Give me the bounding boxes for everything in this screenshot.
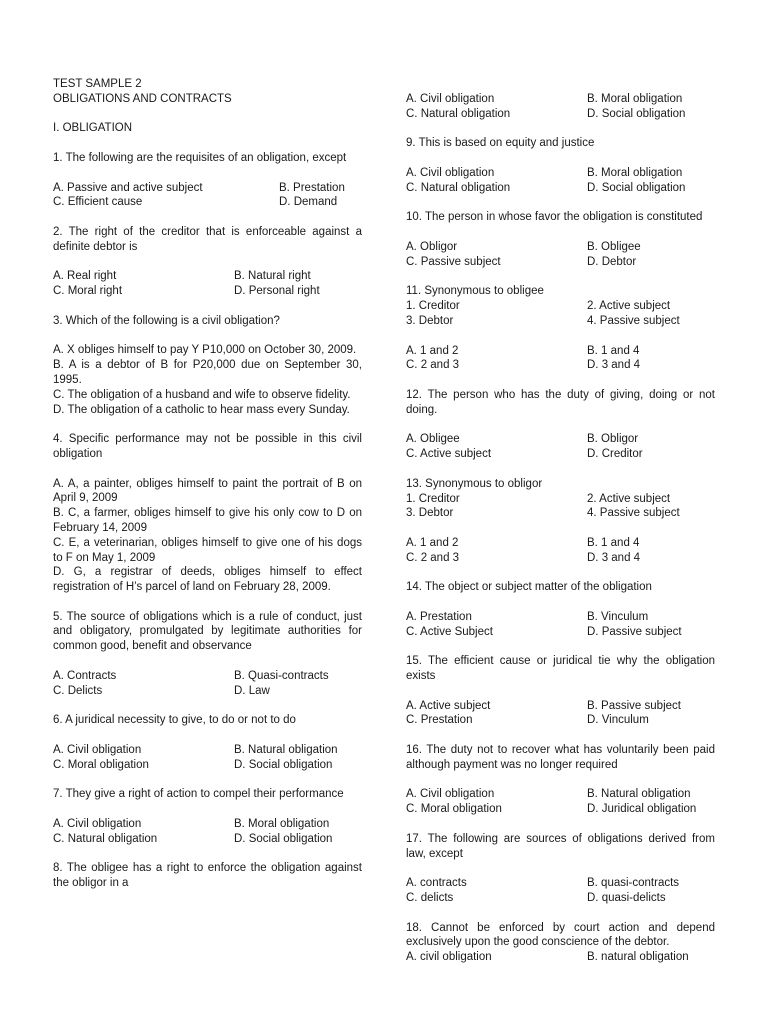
choice-row bbox=[406, 551, 715, 566]
choice-row bbox=[53, 684, 362, 699]
choice-right: 2. Active subject bbox=[587, 492, 671, 505]
choice-right: B. Moral obligation bbox=[587, 166, 683, 179]
text-line: A. X obliges himself to pay Y P10,000 on October 30, 2009. bbox=[53, 344, 357, 357]
choice-row bbox=[53, 195, 362, 210]
text-line: 9. This is based on equity and justice bbox=[406, 137, 595, 150]
choice-row bbox=[406, 166, 715, 181]
spacer bbox=[406, 151, 715, 166]
choice-left: A. Civil obligation bbox=[406, 166, 495, 179]
choice-left: C. delicts bbox=[406, 892, 454, 905]
choice-row bbox=[406, 255, 715, 270]
choice-left: A. Civil obligation bbox=[406, 93, 495, 105]
spacer bbox=[406, 418, 715, 433]
text-line: 4. Specific performance may not be possible in this civil obligation bbox=[53, 433, 362, 460]
choice-left: C. Prestation bbox=[406, 714, 473, 727]
choice-row bbox=[406, 506, 715, 521]
choice-right: D. 3 and 4 bbox=[587, 359, 641, 372]
choice-right: D. Creditor bbox=[587, 448, 643, 461]
spacer bbox=[53, 329, 362, 344]
spacer bbox=[406, 639, 715, 654]
text-line: 13. Synonymous to obligor bbox=[406, 477, 543, 490]
spacer bbox=[406, 329, 715, 344]
choice-left: C. Natural obligation bbox=[53, 832, 158, 845]
choice-row bbox=[406, 107, 715, 122]
choice-row bbox=[53, 832, 362, 847]
text-line: TEST SAMPLE 2 bbox=[53, 78, 142, 90]
spacer bbox=[406, 122, 715, 137]
choice-left: A. 1 and 2 bbox=[406, 344, 459, 357]
spacer bbox=[53, 255, 362, 270]
choice-right: B. Moral obligation bbox=[234, 817, 330, 830]
choice-left: A. Prestation bbox=[406, 610, 472, 623]
choice-right: B. Natural obligation bbox=[234, 743, 338, 756]
choice-left: C. Moral obligation bbox=[406, 803, 502, 816]
choice-row bbox=[406, 432, 715, 447]
text-line: 14. The object or subject matter of the obligation bbox=[406, 581, 652, 594]
choice-right: B. Obligee bbox=[587, 240, 641, 253]
left-column bbox=[53, 77, 362, 891]
choice-row bbox=[406, 358, 715, 373]
choice-left: A. Active subject bbox=[406, 699, 491, 712]
choice-left: C. Passive subject bbox=[406, 255, 501, 268]
choice-row bbox=[53, 669, 362, 684]
choice-left: 1. Creditor bbox=[406, 300, 460, 313]
choice-right: B. 1 and 4 bbox=[587, 344, 640, 357]
choice-right: 4. Passive subject bbox=[587, 507, 680, 520]
choice-left: A. Civil obligation bbox=[53, 817, 142, 830]
choice-right: D. Social obligation bbox=[234, 832, 333, 845]
spacer bbox=[53, 802, 362, 817]
text-line: 10. The person in whose favor the obligation is constituted bbox=[406, 211, 703, 224]
text-line: B. A is a debtor of B for P20,000 due on September 30, 1995. bbox=[53, 359, 362, 386]
choice-row bbox=[406, 492, 715, 507]
spacer bbox=[53, 136, 362, 151]
spacer bbox=[406, 225, 715, 240]
choice-left: C. Delicts bbox=[53, 684, 103, 697]
choice-right: D. Demand bbox=[279, 196, 338, 209]
text-line: A. A, a painter, obliges himself to paint the portrait of B on April 9, 2009 bbox=[53, 477, 362, 505]
spacer bbox=[53, 462, 362, 477]
choice-row bbox=[406, 314, 715, 329]
spacer bbox=[53, 417, 362, 432]
choice-row bbox=[406, 610, 715, 625]
choice-right: B. Vinculum bbox=[587, 610, 649, 623]
spacer bbox=[53, 698, 362, 713]
choice-right: B. Obligor bbox=[587, 433, 639, 446]
choice-left: A. Real right bbox=[53, 270, 117, 283]
spacer bbox=[53, 654, 362, 669]
choice-left: 3. Debtor bbox=[406, 507, 454, 520]
text-line: 15. The efficient cause or juridical tie why the obligation exists bbox=[406, 655, 715, 683]
text-line: 17. The following are sources of obligations derived from law, except bbox=[406, 832, 715, 860]
choice-left: C. Active Subject bbox=[406, 625, 493, 638]
choice-row bbox=[406, 344, 715, 359]
choice-left: A. 1 and 2 bbox=[406, 536, 459, 549]
choice-row bbox=[406, 891, 715, 906]
text-line: 6. A juridical necessity to give, to do or not to do bbox=[53, 714, 296, 727]
choice-left: A. Obligor bbox=[406, 240, 458, 253]
choice-row bbox=[53, 743, 362, 758]
choice-row bbox=[406, 876, 715, 891]
spacer bbox=[406, 595, 715, 610]
choice-right: D. Vinculum bbox=[587, 714, 649, 727]
choice-left: C. Natural obligation bbox=[406, 107, 511, 120]
spacer bbox=[406, 684, 715, 699]
spacer bbox=[53, 210, 362, 225]
choice-right: B. Passive subject bbox=[587, 699, 681, 712]
text-line: B. C, a farmer, obliges himself to give his only cow to D on February 14, 2009 bbox=[53, 507, 362, 534]
spacer bbox=[406, 861, 715, 876]
choice-right: 4. Passive subject bbox=[587, 314, 680, 327]
text-line: 7. They give a right of action to compel their performance bbox=[53, 788, 344, 801]
choice-right: D. Social obligation bbox=[587, 181, 686, 194]
choice-row bbox=[406, 950, 715, 965]
spacer bbox=[406, 728, 715, 743]
choice-left: A. Contracts bbox=[53, 669, 117, 682]
choice-row bbox=[406, 625, 715, 640]
text-line: 16. The duty not to recover what has voluntarily been paid although payment was no longer required bbox=[406, 744, 715, 771]
text-line: 2. The right of the creditor that is enforceable against a definite debtor is bbox=[53, 225, 362, 253]
choice-right: B. Prestation bbox=[279, 181, 345, 194]
choice-row bbox=[53, 269, 362, 284]
right-column bbox=[406, 92, 715, 965]
choice-right: D. Law bbox=[234, 684, 270, 697]
spacer bbox=[53, 166, 362, 181]
choice-right: D. Personal right bbox=[234, 285, 320, 298]
choice-row bbox=[53, 284, 362, 299]
choice-left: A. Passive and active subject bbox=[53, 181, 203, 194]
choice-right: B. Moral obligation bbox=[587, 93, 683, 105]
spacer bbox=[406, 196, 715, 211]
spacer bbox=[53, 595, 362, 610]
choice-left: 3. Debtor bbox=[406, 314, 454, 327]
spacer bbox=[406, 521, 715, 536]
text-line: OBLIGATIONS AND CONTRACTS bbox=[53, 92, 232, 105]
choice-row bbox=[53, 181, 362, 196]
spacer bbox=[53, 107, 362, 122]
choice-row bbox=[406, 802, 715, 817]
choice-left: A. Obligee bbox=[406, 433, 460, 446]
text-line: 12. The person who has the duty of giving, doing or not doing. bbox=[406, 388, 715, 416]
text-line: C. E, a veterinarian, obliges himself to give one of his dogs to F on May 1, 2009 bbox=[53, 536, 362, 564]
choice-row bbox=[406, 447, 715, 462]
choice-row bbox=[406, 699, 715, 714]
text-line: 5. The source of obligations which is a rule of conduct, just and obligatory, promulgated by legitimate authorities for common good, benefit and observance bbox=[53, 610, 362, 653]
choice-left: C. 2 and 3 bbox=[406, 551, 460, 564]
choice-right: B. quasi-contracts bbox=[587, 877, 680, 890]
choice-row bbox=[406, 536, 715, 551]
choice-left: A. Civil obligation bbox=[406, 788, 495, 801]
choice-left: C. Natural obligation bbox=[406, 181, 511, 194]
choice-left: A. civil obligation bbox=[406, 951, 492, 964]
text-line: 8. The obligee has a right to enforce the obligation against the obligor in a bbox=[53, 862, 362, 890]
text-line: 1. The following are the requisites of an obligation, except bbox=[53, 151, 347, 164]
text-line: C. The obligation of a husband and wife to observe fidelity. bbox=[53, 388, 351, 401]
spacer bbox=[406, 906, 715, 921]
choice-right: D. Social obligation bbox=[234, 758, 333, 771]
spacer bbox=[406, 373, 715, 388]
choice-left: A. contracts bbox=[406, 877, 467, 890]
spacer bbox=[406, 462, 715, 477]
spacer bbox=[53, 299, 362, 314]
choice-right: D. Passive subject bbox=[587, 625, 682, 638]
choice-right: D. Juridical obligation bbox=[587, 803, 697, 816]
text-line: I. OBLIGATION bbox=[53, 122, 133, 135]
text-line: D. The obligation of a catholic to hear mass every Sunday. bbox=[53, 403, 350, 416]
choice-row bbox=[406, 181, 715, 196]
spacer bbox=[406, 270, 715, 285]
choice-right: D. 3 and 4 bbox=[587, 551, 641, 564]
choice-row bbox=[53, 758, 362, 773]
choice-left: A. Civil obligation bbox=[53, 743, 142, 756]
text-line: 18. Cannot be enforced by court action and depend exclusively upon the good conscience of the debtor. bbox=[406, 921, 715, 949]
text-line: 3. Which of the following is a civil obligation? bbox=[53, 314, 280, 327]
spacer bbox=[53, 846, 362, 861]
text-line: 11. Synonymous to obligee bbox=[406, 285, 544, 298]
choice-right: 2. Active subject bbox=[587, 300, 671, 313]
choice-row bbox=[406, 787, 715, 802]
choice-left: C. 2 and 3 bbox=[406, 359, 460, 372]
spacer bbox=[406, 566, 715, 581]
choice-row bbox=[406, 299, 715, 314]
choice-right: B. Natural obligation bbox=[587, 788, 691, 801]
choice-row bbox=[406, 92, 715, 107]
choice-left: C. Efficient cause bbox=[53, 196, 143, 209]
choice-right: B. 1 and 4 bbox=[587, 536, 640, 549]
spacer bbox=[406, 773, 715, 788]
choice-row bbox=[406, 713, 715, 728]
choice-row bbox=[406, 240, 715, 255]
choice-left: C. Active subject bbox=[406, 448, 492, 461]
choice-left: C. Moral right bbox=[53, 285, 123, 298]
choice-right: B. Quasi-contracts bbox=[234, 669, 329, 682]
choice-left: 1. Creditor bbox=[406, 492, 460, 505]
choice-left: C. Moral obligation bbox=[53, 758, 149, 771]
choice-right: D. Social obligation bbox=[587, 107, 686, 120]
spacer bbox=[53, 728, 362, 743]
choice-right: B. natural obligation bbox=[587, 951, 689, 964]
choice-row bbox=[53, 817, 362, 832]
choice-right: D. Debtor bbox=[587, 255, 637, 268]
choice-right: D. quasi-delicts bbox=[587, 892, 666, 905]
choice-right: B. Natural right bbox=[234, 270, 311, 283]
spacer bbox=[406, 817, 715, 832]
text-line: D. G, a registrar of deeds, obliges himself to effect registration of H’s parcel of land on February 28, 2009. bbox=[53, 566, 362, 594]
spacer bbox=[53, 772, 362, 787]
